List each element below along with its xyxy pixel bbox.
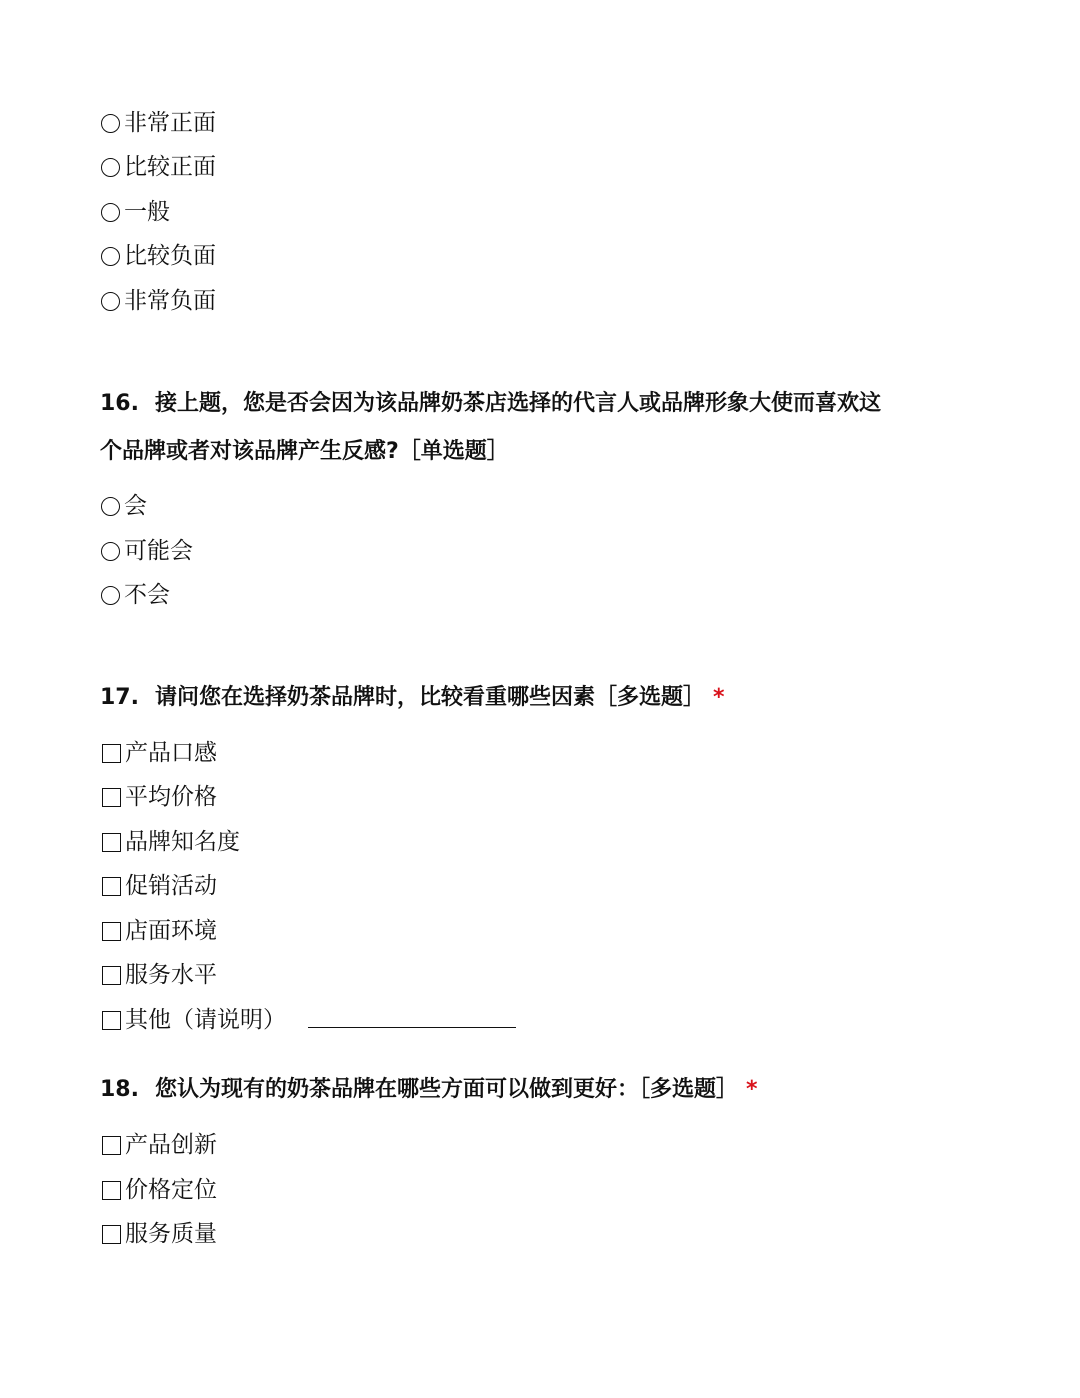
checkbox-option[interactable] <box>100 827 240 857</box>
radio-option[interactable] <box>100 536 193 566</box>
radio-circle-icon[interactable] <box>101 542 120 561</box>
radio-circle-icon[interactable] <box>101 203 120 222</box>
question-16-title <box>100 380 980 476</box>
radio-option[interactable] <box>100 286 216 316</box>
checkbox-icon[interactable] <box>102 744 121 763</box>
question-text: 您认为现有的奶茶品牌在哪些方面可以做到更好：［多选题］ <box>154 1077 738 1102</box>
radio-option[interactable] <box>100 241 216 271</box>
option-label: 非常负面 <box>124 288 216 314</box>
radio-circle-icon[interactable] <box>101 114 120 133</box>
checkbox-option[interactable] <box>100 1175 217 1205</box>
option-label: 促销活动 <box>125 873 217 899</box>
checkbox-option[interactable] <box>100 738 217 768</box>
checkbox-option[interactable] <box>100 1130 217 1160</box>
checkbox-option[interactable] <box>100 1219 217 1249</box>
radio-circle-icon[interactable] <box>101 586 120 605</box>
question-18-title <box>100 1066 980 1114</box>
radio-circle-icon[interactable] <box>101 497 120 516</box>
option-label: 店面环境 <box>125 918 217 944</box>
checkbox-icon[interactable] <box>102 966 121 985</box>
required-asterisk: * <box>746 1077 758 1102</box>
option-label: 产品口感 <box>125 740 217 766</box>
checkbox-option[interactable] <box>100 782 217 812</box>
option-label: 品牌知名度 <box>125 829 240 855</box>
option-label: 平均价格 <box>125 784 217 810</box>
other-fill-in-blank[interactable] <box>308 1005 516 1028</box>
option-label: 价格定位 <box>125 1177 217 1203</box>
radio-option[interactable] <box>100 152 216 182</box>
question-17-title <box>100 674 980 722</box>
option-label: 产品创新 <box>125 1132 217 1158</box>
option-label: 不会 <box>124 582 170 608</box>
checkbox-icon[interactable] <box>102 1136 121 1155</box>
radio-option[interactable] <box>100 108 216 138</box>
checkbox-option-other[interactable] <box>100 1005 516 1035</box>
checkbox-icon[interactable] <box>102 922 121 941</box>
option-label: 服务质量 <box>125 1221 217 1247</box>
option-label: 比较负面 <box>124 243 216 269</box>
question-text-line2: 个品牌或者对该品牌产生反感?［单选题］ <box>100 439 509 464</box>
radio-option[interactable] <box>100 197 170 227</box>
option-label: 一般 <box>124 199 170 225</box>
checkbox-icon[interactable] <box>102 1181 121 1200</box>
checkbox-option[interactable] <box>100 871 217 901</box>
radio-circle-icon[interactable] <box>101 247 120 266</box>
question-number: 17. <box>100 685 139 710</box>
checkbox-icon[interactable] <box>102 1011 121 1030</box>
option-label: 其他（请说明） <box>125 1007 286 1033</box>
required-asterisk: * <box>713 685 725 710</box>
question-text: 请问您在选择奶茶品牌时，比较看重哪些因素［多选题］ <box>154 685 705 710</box>
radio-circle-icon[interactable] <box>101 158 120 177</box>
question-text-line1: 接上题，您是否会因为该品牌奶茶店选择的代言人或品牌形象大使而喜欢这 <box>154 391 881 416</box>
radio-circle-icon[interactable] <box>101 292 120 311</box>
radio-option[interactable] <box>100 580 170 610</box>
checkbox-option[interactable] <box>100 916 217 946</box>
checkbox-option[interactable] <box>100 960 217 990</box>
option-label: 可能会 <box>124 538 193 564</box>
option-label: 比较正面 <box>124 154 216 180</box>
option-label: 非常正面 <box>124 110 216 136</box>
option-label: 服务水平 <box>125 962 217 988</box>
checkbox-icon[interactable] <box>102 1225 121 1244</box>
option-label: 会 <box>124 493 147 519</box>
checkbox-icon[interactable] <box>102 833 121 852</box>
checkbox-icon[interactable] <box>102 788 121 807</box>
question-number: 16. <box>100 391 139 416</box>
checkbox-icon[interactable] <box>102 877 121 896</box>
question-number: 18. <box>100 1077 139 1102</box>
radio-option[interactable] <box>100 491 147 521</box>
